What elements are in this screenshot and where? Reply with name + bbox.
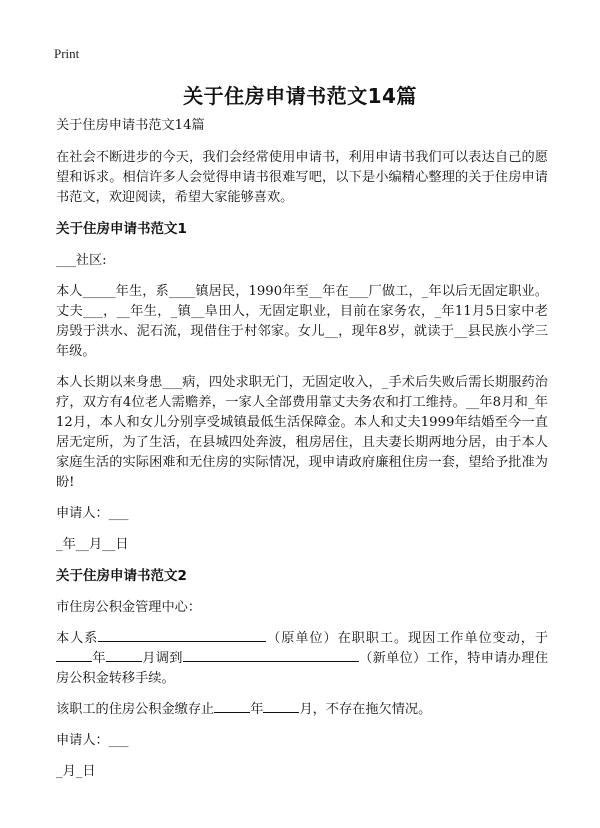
document-body bbox=[56, 116, 548, 793]
section2-p1-text-d: 月调到 bbox=[141, 651, 183, 666]
section2-paragraph-2 bbox=[56, 700, 548, 720]
section2-p2-text-b: 年 bbox=[250, 702, 264, 717]
section1-paragraph-1: 本人_____年生，系____镇居民，1990年至__年在___厂做工，_年以后无固定职业。丈夫___，__年生，_镇__阜田人，无固定职业，目前在家务农，_年11月5日家中老房毁于洪水、泥石流，现借住于村邻家。女儿__，现年8岁，就读于__县民族小学三年级。 bbox=[56, 284, 548, 359]
section2-p1-text-b: （原单位）在职职工。现因工作单位变动，于 bbox=[266, 631, 549, 646]
section2-p2-text-c: 月，不存在拖欠情况。 bbox=[299, 702, 432, 717]
section2-p1-text-e: （新单位）工作，特申请办理住房公积金转移手续。 bbox=[56, 651, 549, 686]
section1-addressee: ___社区: bbox=[56, 253, 107, 268]
blank-line bbox=[183, 649, 359, 662]
blank-line bbox=[56, 649, 92, 662]
section1-date: _年__月__日 bbox=[56, 537, 129, 552]
section2-addressee: 市住房公积金管理中心： bbox=[56, 600, 202, 615]
section1-paragraph-2: 本人长期以来身患___病，四处求职无门，无固定收入，_手术后失败后需长期服药治疗，双方有4位老人需赡养，一家人全部费用靠丈夫务农和打工维持。__年8月和_年12月，本人和女儿分别享受城镇最低生活保障金。本人和丈夫1999年结婚至今一直居无定所，为了生活，在县城四处奔波，租房居住，且夫妻长期两地分居，由于本人家庭生活的实际困难和无住房的实际情况，现申请政府廉租住房一套，望给予批准为盼! bbox=[56, 375, 548, 490]
document-subtitle: 关于住房申请书范文14篇 bbox=[56, 118, 205, 133]
blank-line bbox=[263, 700, 299, 713]
section2-p1-text-a: 本人系 bbox=[56, 631, 99, 646]
section2-p2-text-a: 该职工的住房公积金缴存止 bbox=[56, 702, 215, 717]
section2-applicant: 申请人：___ bbox=[56, 733, 129, 748]
intro-paragraph: 在社会不断进步的今天，我们会经常使用申请书，利用申请书我们可以表达自己的愿望和诉求。相信许多人会觉得申请书很难写吧，以下是小编精心整理的关于住房申请书范文，欢迎阅读，希望大家能够喜欢。 bbox=[56, 150, 548, 205]
page-title: 关于住房申请书范文14篇 bbox=[183, 84, 417, 108]
section1-applicant: 申请人：___ bbox=[56, 506, 129, 521]
section2-date: _月_日 bbox=[56, 764, 96, 779]
print-link[interactable]: Print bbox=[54, 46, 80, 61]
blank-line bbox=[214, 700, 250, 713]
section-heading-1: 关于住房申请书范文1 bbox=[56, 221, 187, 237]
section-heading-2: 关于住房申请书范文2 bbox=[56, 568, 187, 584]
section2-p1-text-c: 年 bbox=[92, 651, 106, 666]
blank-line bbox=[106, 649, 142, 662]
section2-paragraph-1 bbox=[56, 629, 548, 689]
blank-line bbox=[98, 629, 266, 642]
